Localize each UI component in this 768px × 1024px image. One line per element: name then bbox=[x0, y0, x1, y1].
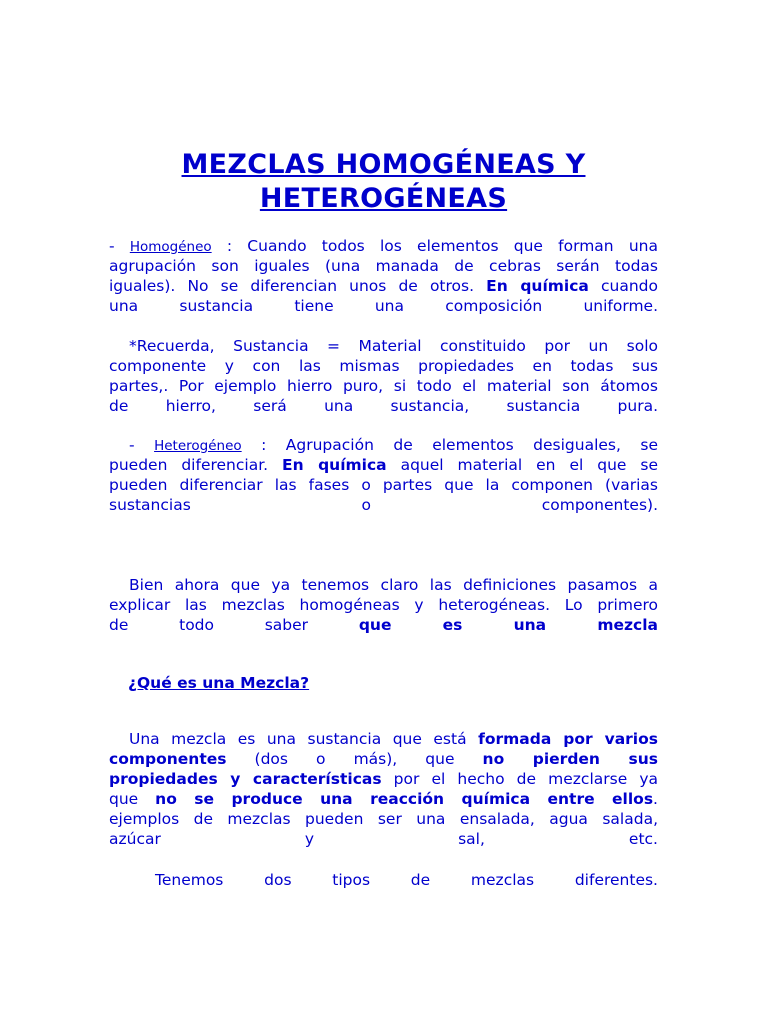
text-line: agrupación son iguales (una manada de cebras serán todas bbox=[109, 257, 658, 275]
text-line bbox=[109, 729, 658, 749]
text-line: una sustancia tiene una composición uniforme. bbox=[109, 297, 658, 315]
text-span: que bbox=[109, 790, 156, 808]
text-line: partes,. Por ejemplo hierro puro, si todo el material son átomos bbox=[109, 377, 658, 395]
bold-span: En química bbox=[282, 456, 387, 474]
text-span: . bbox=[653, 790, 658, 808]
dash: - bbox=[129, 436, 155, 454]
text-line: Bien ahora que ya tenemos claro las definiciones pasamos a bbox=[129, 576, 658, 594]
text-span: iguales). No se diferencian unos de otros. bbox=[109, 277, 487, 295]
text-line bbox=[109, 615, 658, 635]
text-line bbox=[109, 789, 658, 809]
paragraph-homogeneo bbox=[109, 236, 658, 316]
bold-span: componentes bbox=[109, 750, 227, 768]
text-span: cuando bbox=[588, 277, 659, 295]
text-span: : Agrupación de elementos desiguales, se bbox=[241, 436, 658, 454]
paragraph-recuerda bbox=[109, 336, 658, 416]
text-span: aquel material en el que se bbox=[386, 456, 658, 474]
section-heading: ¿Qué es una Mezcla? bbox=[128, 674, 310, 692]
term-homogeneo: Homogéneo bbox=[129, 239, 212, 255]
text-span: de todo saber bbox=[109, 616, 359, 634]
page-title bbox=[109, 148, 658, 216]
bold-span: En química bbox=[486, 277, 589, 295]
bold-span: no pierden sus bbox=[482, 750, 658, 768]
text-line: ejemplos de mezclas pueden ser una ensalada, agua salada, bbox=[109, 810, 658, 828]
title-line-2: HETEROGÉNEAS bbox=[259, 183, 508, 214]
text-span: Una mezcla es una sustancia que está bbox=[129, 730, 479, 748]
text-line: componente y con las mismas propiedades en todas sus bbox=[109, 357, 658, 375]
paragraph-tipos bbox=[109, 870, 658, 890]
dash: - bbox=[109, 237, 130, 255]
text-line: explicar las mezclas homogéneas y heterogéneas. Lo primero bbox=[109, 596, 658, 614]
text-line: sustancias o componentes). bbox=[109, 496, 658, 514]
text-line bbox=[109, 749, 658, 769]
term-heterogeneo: Heterogéneo bbox=[154, 438, 242, 454]
text-line bbox=[109, 236, 658, 256]
text-span: por el hecho de mezclarse ya bbox=[381, 770, 659, 788]
bold-span: no se produce una reacción química entre ellos bbox=[155, 790, 654, 808]
text-line: de hierro, será una sustancia, sustancia pura. bbox=[109, 397, 658, 415]
text-line: pueden diferenciar las fases o partes que la componen (varias bbox=[109, 476, 658, 494]
text-line bbox=[109, 769, 658, 789]
bold-span: que es una mezcla bbox=[358, 616, 658, 634]
text-line: azúcar y sal, etc. bbox=[109, 830, 658, 848]
text-line: *Recuerda, Sustancia = Material constituido por un solo bbox=[129, 337, 658, 355]
text-span: : Cuando todos los elementos que forman una bbox=[211, 237, 658, 255]
paragraph-heterogeneo bbox=[109, 435, 658, 515]
paragraph-mezcla bbox=[109, 729, 658, 849]
text-span: (dos o más), que bbox=[226, 750, 483, 768]
bold-span: propiedades y características bbox=[109, 770, 382, 788]
text-span: pueden diferenciar. bbox=[109, 456, 283, 474]
text-line bbox=[109, 435, 658, 455]
paragraph-intro bbox=[109, 575, 658, 635]
text-line bbox=[109, 276, 658, 296]
text-line: Tenemos dos tipos de mezclas diferentes. bbox=[155, 871, 658, 889]
bold-span: formada por varios bbox=[478, 730, 658, 748]
text-line bbox=[109, 455, 658, 475]
title-line-1: MEZCLAS HOMOGÉNEAS Y bbox=[181, 149, 586, 180]
